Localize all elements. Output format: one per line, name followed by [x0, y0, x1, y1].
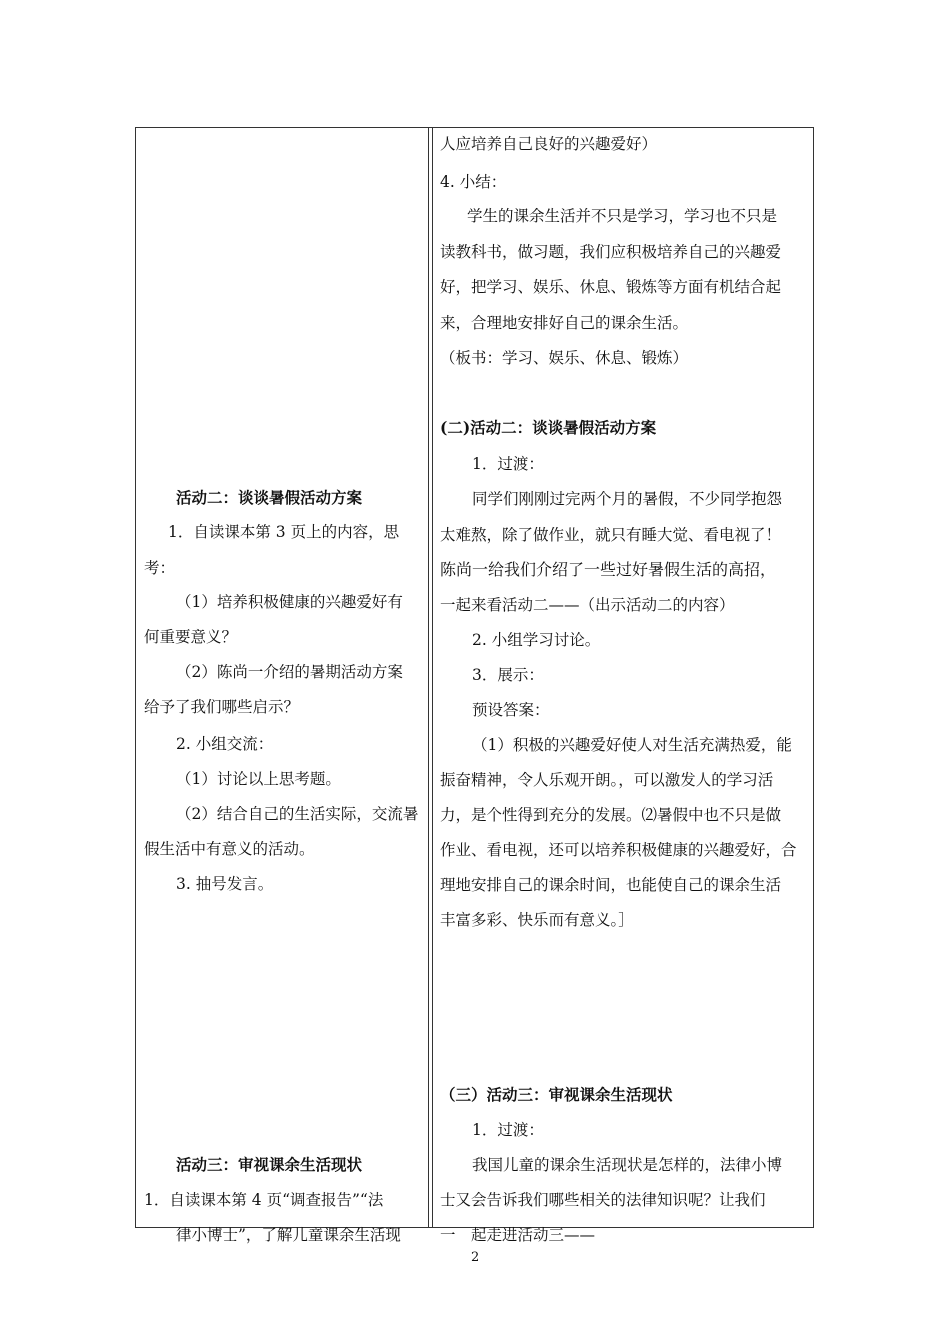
right-line: 人应培养自己良好的兴趣爱好） — [440, 135, 658, 153]
right-line: 预设答案： — [472, 701, 550, 719]
left-line: （2）陈尚一介绍的暑期活动方案 — [176, 663, 403, 681]
right-line: 1．过渡： — [472, 1121, 544, 1139]
right-line: 我国儿童的课余生活现状是怎样的，法律小博 — [472, 1156, 783, 1174]
right-line: 读教科书，做习题，我们应积极培养自己的兴趣爱 — [440, 243, 782, 261]
right-line: 振奋精神，令人乐观开朗。，可以激发人的学习活 — [440, 771, 774, 789]
activity3-heading-left: 活动三：审视课余生活现状 — [176, 1155, 363, 1174]
left-line: 1．自读课本第 3 页上的内容，思 — [168, 523, 400, 541]
left-line: （1）讨论以上思考题。 — [176, 770, 341, 788]
left-line: 何重要意义？ — [144, 628, 238, 646]
right-line: 2. 小组学习讨论。 — [472, 631, 601, 649]
column-divider — [428, 127, 429, 1228]
page-number: 2 — [471, 1250, 480, 1265]
left-line: 给予了我们哪些启示？ — [144, 698, 300, 716]
left-line: 2. 小组交流： — [176, 735, 274, 753]
overflow-left: 律小博士”，了解儿童课余生活现 — [176, 1226, 401, 1244]
left-line: （1）培养积极健康的兴趣爱好有 — [176, 593, 403, 611]
right-line: 力，是个性得到充分的发展。⑵暑假中也不只是做 — [440, 806, 782, 824]
right-line: 1．过渡： — [472, 455, 544, 473]
right-line: 太难熬，除了做作业，就只有睡大觉、看电视了！ — [440, 526, 782, 544]
activity3-heading-right: （三）活动三：审视课余生活现状 — [440, 1085, 673, 1104]
summary-heading: 4. 小结： — [440, 173, 507, 191]
right-line: 丰富多彩、快乐而有意义。］ — [440, 911, 634, 929]
right-line: 一起来看活动二——（出示活动二的内容） — [440, 596, 735, 614]
left-line: （2）结合自己的生活实际，交流暑 — [176, 805, 419, 823]
left-line: 1．自读课本第 4 页“调查报告”“法 — [144, 1191, 384, 1209]
left-line: 考： — [144, 559, 176, 577]
right-line: 来，合理地安排好自己的课余生活。 — [440, 314, 689, 332]
right-line: 作业、看电视，还可以培养积极健康的兴趣爱好，合 — [440, 841, 797, 859]
left-line: 3. 抽号发言。 — [176, 875, 274, 893]
column-divider-inner — [432, 127, 433, 1228]
right-line: 陈尚一给我们介绍了一些过好暑假生活的高招， — [440, 560, 777, 579]
right-line: 士又会告诉我们哪些相关的法律知识呢？让我们 — [440, 1191, 766, 1209]
right-line: 好，把学习、娱乐、休息、锻炼等方面有机结合起 — [440, 278, 782, 296]
overflow-right: 一 起走进活动三—— — [440, 1226, 596, 1244]
activity2-heading-right: (二)活动二：谈谈暑假活动方案 — [440, 418, 657, 437]
right-line: 理地安排自己的课余时间，也能使自己的课余生活 — [440, 876, 782, 894]
left-line: 假生活中有意义的活动。 — [144, 840, 315, 858]
right-line: 3．展示： — [472, 666, 544, 684]
activity2-heading-left: 活动二：谈谈暑假活动方案 — [176, 488, 363, 507]
board-note: （板书：学习、娱乐、休息、锻炼） — [440, 349, 689, 367]
right-line: （1）积极的兴趣爱好使人对生活充满热爱，能 — [472, 736, 792, 754]
right-line: 学生的课余生活并不只是学习，学习也不只是 — [467, 207, 778, 225]
right-line: 同学们刚刚过完两个月的暑假，不少同学抱怨 — [472, 490, 783, 508]
